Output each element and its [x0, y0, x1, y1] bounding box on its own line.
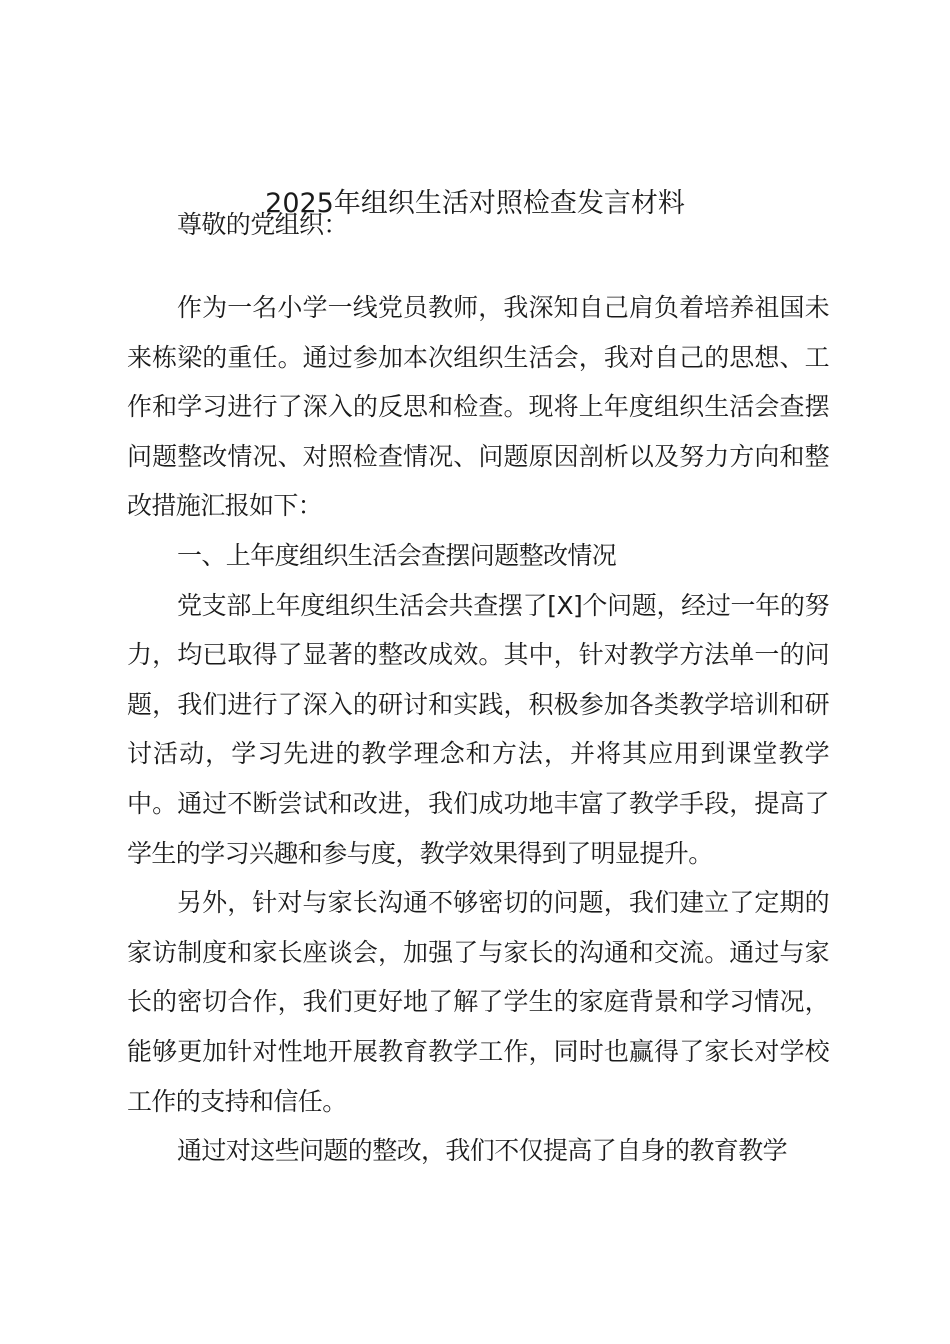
- section-heading-1: 一、上年度组织生活会查摆问题整改情况: [177, 540, 617, 570]
- document-title: 2025年组织生活对照检查发言材料: [265, 188, 685, 219]
- paragraph-intro: 作为一名小学一线党员教师，我深知自己肩负着培养祖国未来栋梁的重任。通过参加本次组织生活会，我对自己的思想、工作和学习进行了深入的反思和检查。现将上年度组织生活会查摆问题整改情况、对照检查情况、问题原因剖析以及努力方向和整改措施汇报如下：: [127, 293, 829, 521]
- paragraph-rectification: 党支部上年度组织生活会共查摆了[X]个问题，经过一年的努力，均已取得了显著的整改成效。其中，针对教学方法单一的问题，我们进行了深入的研讨和实践，积极参加各类教学培训和研讨活动，学习先进的教学理念和方法，并将其应用到课堂教学中。通过不断尝试和改进，我们成功地丰富了教学手段，提高了学生的学习兴趣和参与度，教学效果得到了明显提升。: [127, 590, 829, 868]
- paragraph-conclusion-partial: 通过对这些问题的整改，我们不仅提高了自身的教育教学: [177, 1136, 788, 1166]
- paragraph-parent-communication: 另外，针对与家长沟通不够密切的问题，我们建立了定期的家访制度和家长座谈会，加强了与家长的沟通和交流。通过与家长的密切合作，我们更好地了解了学生的家庭背景和学习情况，能够更加针对性地开展教育教学工作，同时也赢得了家长对学校工作的支持和信任。: [127, 888, 829, 1116]
- salutation: 尊敬的党组织：: [177, 210, 348, 239]
- document-body: [127, 283, 829, 1176]
